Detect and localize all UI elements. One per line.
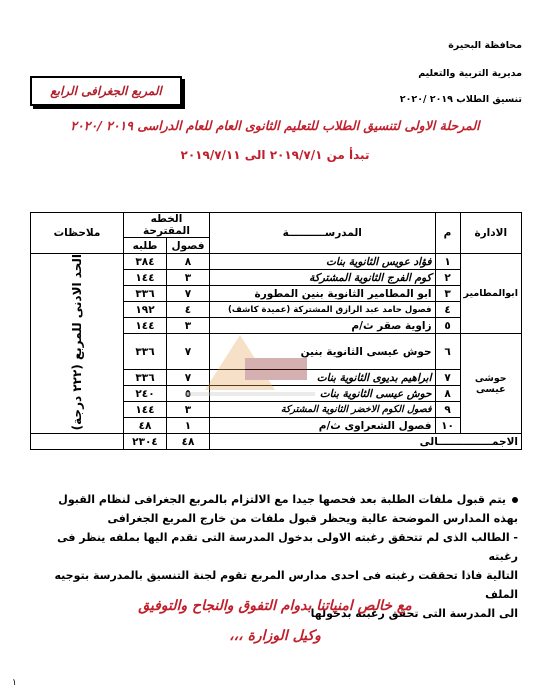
admin-cell: حوشى عيسى — [460, 334, 521, 434]
header-notes: ملاحظات — [31, 213, 124, 254]
students-cell: ٣٣٦ — [124, 370, 167, 386]
classes-cell: ١ — [167, 418, 210, 434]
main-title: المرحلة الاولى لتنسيق الطلاب للتعليم الثانوى العام للعام الدراسى ٢٠١٩ /٢٠٢٠ — [70, 118, 480, 133]
school-name: حوش عيسى الثانوية بنات — [210, 386, 436, 402]
students-cell: ٤٨ — [124, 418, 167, 434]
students-cell: ١٤٤ — [124, 318, 167, 334]
row-num: ٧ — [435, 370, 460, 386]
students-cell: ١٤٤ — [124, 270, 167, 286]
classes-cell: ٧ — [167, 286, 210, 302]
admin-cell: ابوالمطامير — [460, 254, 521, 334]
header-coordination: تنسيق الطلاب ٢٠١٩ /٢٠٢٠ — [399, 94, 522, 105]
school-name: زاوية صقر ث/م — [210, 318, 436, 334]
note-line — [32, 528, 518, 566]
classes-cell: ٥ — [167, 386, 210, 402]
square-title: المربع الجغرافى الرابع — [50, 84, 162, 98]
row-num: ٩ — [435, 402, 460, 418]
total-classes: ٤٨ — [167, 434, 210, 450]
note-line — [32, 490, 518, 509]
note-line — [32, 509, 518, 528]
header-classes: فصول — [167, 238, 210, 254]
header-governorate: محافظة البحيرة — [448, 40, 522, 51]
header-num: م — [435, 213, 460, 254]
school-name: حوش عيسى الثانوية بنين — [210, 334, 436, 370]
school-name: ابراهيم بديوى الثانوية بنات — [210, 370, 436, 386]
students-cell: ١٤٤ — [124, 402, 167, 418]
students-cell: ٣٨٤ — [124, 254, 167, 270]
bullet-icon — [512, 497, 518, 503]
table-header-row — [31, 213, 522, 238]
row-num: ٨ — [435, 386, 460, 402]
school-name: فصول الكوم الاخضر الثانوية المشتركة — [210, 402, 436, 418]
total-label: الاجمـــــــــــــــالى — [210, 434, 522, 450]
table-row — [31, 254, 522, 270]
classes-cell: ٣ — [167, 402, 210, 418]
note-text: التالية فاذا تحققت رغبته فى احدى مدارس المربع تقوم لجنة التنسيق بالمدرسة بتوجيه الملف — [54, 569, 518, 601]
classes-cell: ٣ — [167, 270, 210, 286]
date-range: تبدأ من ٢٠١٩/٧/١ الى ٢٠١٩/٧/١١ — [180, 148, 370, 162]
school-name: فؤاد عويس الثانوية بنات — [210, 254, 436, 270]
classes-cell: ٨ — [167, 254, 210, 270]
total-notes-empty — [31, 434, 124, 450]
school-name: ابو المطامير الثانوية بنين المطورة — [210, 286, 436, 302]
classes-cell: ٤ — [167, 302, 210, 318]
row-num: ٣ — [435, 286, 460, 302]
notes-cell — [31, 254, 124, 434]
school-name: كوم الفرج الثانوية المشتركة — [210, 270, 436, 286]
square-title-box — [30, 76, 182, 106]
students-cell: ١٩٢ — [124, 302, 167, 318]
header-plan: الخطه المقترحة — [124, 213, 210, 238]
row-num: ٦ — [435, 334, 460, 370]
closing-wishes: مع خالص امنياتنا بدوام التفوق والنجاح والتوفيق — [138, 598, 412, 614]
row-num: ٥ — [435, 318, 460, 334]
row-num: ١٠ — [435, 418, 460, 434]
school-name: فصول حامد عبد الرازق المشتركة (عميدة كاشف) — [210, 302, 436, 318]
row-num: ٢ — [435, 270, 460, 286]
note-text: الى المدرسة التى تحقق رغبته بدخولها — [310, 607, 518, 620]
schools-table — [30, 212, 522, 450]
students-cell: ٢٤٠ — [124, 386, 167, 402]
total-row — [31, 434, 522, 450]
note-text: بهذه المدارس الموضحة عالية ويحظر قبول ملفات من خارج المربع الجغرافى — [107, 512, 518, 525]
classes-cell: ٧ — [167, 334, 210, 370]
note-text: - الطالب الذى لم تتحقق رغبته الاولى بدخول المدرسة التى تقدم اليها بملفه ينظر فى رغبته — [57, 531, 518, 563]
header-directorate: مديرية التربية والتعليم — [418, 68, 522, 79]
note-text: يتم قبول ملفات الطلبة بعد فحصها جيدا مع الالتزام بالمربع الجغرافى لنظام القبول — [58, 493, 506, 506]
students-cell: ٣٣٦ — [124, 334, 167, 370]
row-num: ٤ — [435, 302, 460, 318]
page-number: ١ — [12, 678, 17, 688]
students-cell: ٣٣٦ — [124, 286, 167, 302]
total-students: ٢٣٠٤ — [124, 434, 167, 450]
header-students: طلبه — [124, 238, 167, 254]
classes-cell: ٧ — [167, 370, 210, 386]
header-admin: الادارة — [460, 213, 521, 254]
header-school: المدرســــــــــة — [210, 213, 436, 254]
school-name: فصول الشعراوى ث/م — [210, 418, 436, 434]
signature: وكيل الوزارة ،،، — [229, 628, 321, 644]
classes-cell: ٣ — [167, 318, 210, 334]
notes-min-score: الحد الادنى للمربع (٢٢٢ درجة) — [70, 254, 84, 431]
row-num: ١ — [435, 254, 460, 270]
